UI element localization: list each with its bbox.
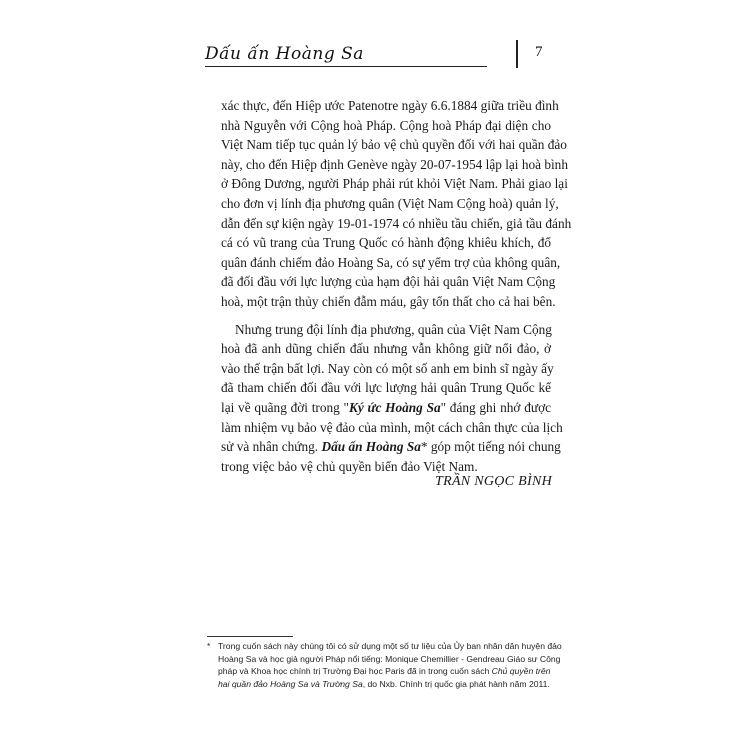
- text-line: đã tham chiến đối đầu với lực lượng hải quân Trung Quốc kể: [221, 380, 551, 396]
- text-line: Việt Nam tiếp tục quản lý bảo vệ chủ quyền đối với hai quần đảo: [221, 137, 567, 153]
- text-line: này, cho đến Hiệp định Genève ngày 20-07-1954 lập lại hoà bình: [221, 156, 568, 172]
- footnote-line: Hoàng Sa và học giả người Pháp nổi tiếng: Monique Chemillier - Gendreau Giáo sư Công: [218, 653, 561, 664]
- book-title-emphasis: Dấu ấn Hoàng Sa: [321, 439, 421, 455]
- footnote-marker: *: [207, 641, 211, 651]
- paragraph-gap: [221, 312, 551, 320]
- book-reference-italic: Chủ quyền trên: [491, 666, 551, 677]
- text-line: dẫn đến sự kiện ngày 19-01-1974 có nhiều tầu chiến, giả tầu đánh: [221, 215, 572, 231]
- text-segment: " đáng ghi nhớ được: [440, 399, 552, 415]
- text-line: vào thế trận bất lợi. Nay còn có một số anh em binh sĩ ngày ấy: [221, 360, 554, 376]
- text-line: cho đơn vị lính địa phương quân (Việt Nam Cộng hoà) quản lý,: [221, 195, 559, 211]
- text-line: hoà đã anh dũng chiến đấu nhưng vẫn không giữ nổi đảo, ở: [221, 341, 551, 357]
- page-number: 7: [535, 44, 543, 60]
- text-line: Nhưng trung đội lính địa phương, quân của Việt Nam Cộng: [235, 321, 552, 337]
- text-line: [221, 437, 561, 457]
- paragraph-1: [221, 96, 572, 312]
- footnote: [207, 640, 562, 690]
- text-segment: , do Nxb. Chính trị quốc gia phát hành năm 2011.: [362, 678, 550, 689]
- text-line: nhà Nguyễn với Cộng hoà Pháp. Cộng hoà Pháp đại diện cho: [221, 117, 551, 133]
- running-title: Dấu ấn Hoàng Sa: [205, 44, 364, 64]
- text-line: cá có vũ trang của Trung Quốc có hành động khiêu khích, đổ: [221, 235, 551, 251]
- text-segment: pháp và Khoa học chính trị Trường Đại học Paris đã in trong cuốn sách: [218, 666, 492, 677]
- body-text: [221, 96, 572, 476]
- paragraph-2: [221, 320, 563, 477]
- author-signature: TRẦN NGỌC BÌNH: [435, 474, 552, 489]
- text-line: [221, 398, 551, 418]
- header-divider: [516, 40, 518, 68]
- text-line: quân đánh chiếm đảo Hoàng Sa, có sự yểm trợ của không quân,: [221, 254, 561, 270]
- text-line: xác thực, đến Hiệp ước Patenotre ngày 6.6.1884 giữa triều đình: [221, 98, 559, 113]
- text-segment: * góp một tiếng nói chung: [420, 439, 561, 455]
- text-line: đã đối đầu với lực lượng của hạm đội hải quân Việt Nam Cộng: [221, 274, 556, 290]
- text-segment: lại về quãng đời trong ": [221, 399, 349, 415]
- text-segment: Trong cuốn sách này chúng tôi có sử dụng một số tư liệu của Ủy ban nhân dân huyện đảo: [218, 641, 562, 651]
- text-line: hoà, một trận thủy chiến đẫm máu, gây tổn thất cho cả hai bên.: [221, 293, 556, 309]
- header-rule: [205, 66, 487, 67]
- footnote-line: [207, 665, 552, 678]
- book-reference-italic: hai quần đảo Hoàng Sa và Trường Sa: [218, 678, 363, 689]
- footnote-rule: [207, 636, 293, 637]
- text-line: ở Đông Dương, người Pháp phải rút khỏi Việt Nam. Phải giao lại: [221, 176, 568, 192]
- text-line: làm nhiệm vụ bảo vệ đảo của mình, một cách chân thực của lịch: [221, 419, 563, 435]
- footnote-line: [207, 678, 552, 691]
- text-line: trong việc bảo vệ chủ quyền biển đảo Việt Nam.: [221, 458, 478, 474]
- text-segment: sử và nhân chứng.: [221, 439, 322, 455]
- footnote-line: [207, 640, 562, 653]
- book-title-emphasis: Ký ức Hoàng Sa: [348, 399, 441, 415]
